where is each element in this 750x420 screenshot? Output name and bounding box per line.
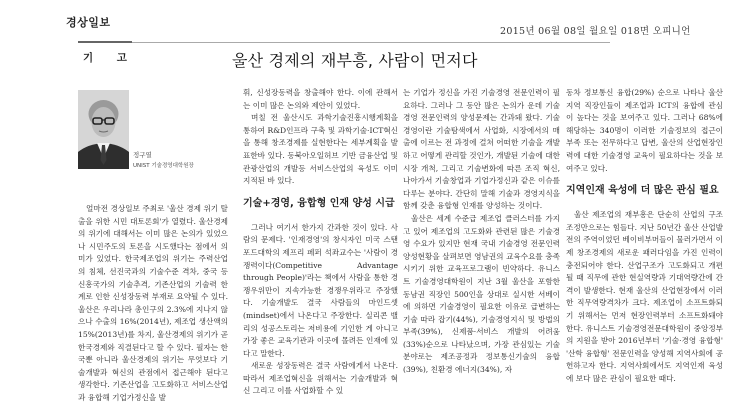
section-label: 기 고 (83, 52, 127, 64)
article-paragraph: 동차 정보통신 융합(29%) 순으로 나타나 울산지역 직장인들이 제조업과 ICT의 융합에 관심이 높다는 것을 보여주고 있다. 그러나 68%에 해당하는 340명이 이러한 기술정보의 접근이 부족 또는 전무하다고 답변, 울산의 산업현장인력에 대한 기술경영 교육이 필요하다는 것을 보여주고 있다. (566, 88, 723, 173)
author-byline (133, 150, 194, 169)
article-paragraph: 울산 제조업의 재부흥은 단순히 산업의 구조조정만으로는 힘들다. 지난 50년간 울산 산업발전의 주역이었던 베이비부머들이 물러가면서 이제 창조경제의 새로운 패러다임을 가진 인력이 충전되어야 한다. 산업구조가 고도화되고 개편될 때 직무에 관한 현실역량과 기대역량간에 간격이 발생한다. 현재 울산의 산업현장에서 이러한 직무역량격차가 크다. 제조업이 소프트화되기 위해서는 먼저 현장인력부터 소프트화돼야 한다. 유니스트 기술경영전문대학원이 중앙정부의 지원을 받아 2016년부터 '기술·경영 융합형' '산학 융합형' 전문인력을 양성해 지역사회에 공헌하고자 한다. 지역사회에서도 지역인재 육성에 보다 많은 관심이 필요한 때다. (566, 210, 723, 383)
article-column-3 (403, 87, 560, 377)
article-subhead: 기술+경영, 융합형 인재 양성 시급 (243, 197, 395, 209)
article-paragraph: 는 기업가 정신을 가진 기술경영 전문인력이 필요하다. 그러나 그 동안 많은 논의가 운데 기술경영 전문인력의 양성문제는 간과돼 왔다. 기술경영이란 기술탐색에서 사업화, 시장에서의 매출에 이르는 전 과정에 걸쳐 어떠한 기술을 개발하고 어떻게 관리할 것인가, 개발된 기술에 대한 시장 개척, 그리고 기술변화에 따른 조직 혁신, 나아가서 기술창업과 기업가정신과 같은 이슈를 다루는 분야다. 간단히 말해 기술과 경영지식을 함께 갖춘 융합형 인재를 양성하는 것이다. (403, 88, 560, 211)
header-divider (78, 42, 610, 43)
issue-dateline: 2015년 06월 08일 월요일 018면 오피니언 (500, 26, 691, 37)
author-photo (78, 90, 129, 169)
section-rule-accent (78, 41, 132, 43)
article-paragraph: 얼마전 경상일보 주최로 '울산 경제 위기 탈출을 위한 시민 대토론회'가 열렸다. 울산경제의 위기에 대해서는 이미 많은 논의가 있었으나 시민주도의 토론을 시도했다는 점에서 의미가 있었다. 한국제조업의 위기는 주력산업의 침체, 선진국과의 기술수준 격차, 중국 등 신흥국가의 기술추격, 기존산업의 기술력 한계로 인한 신성장동력 부재로 요약될 수 있다. 울산은 우리나라 총인구의 2.3%에 지나지 않으나 수출의 16%(2014년), 제조업 생산액의 15%(2013년)를 차지, 울산경제의 위기가 곧 한국경제와 직결된다고 할 수 있다. 필자는 한국뿐 아니라 울산경제의 위기는 무엇보다 기술개발과 혁신의 관점에서 접근해야 된다고 생각한다. 기존산업을 고도화하고 서비스산업과 융합해 기업가정신을 발 (78, 204, 228, 402)
article-column-1 (78, 203, 228, 405)
newspaper-masthead: 경상일보 (66, 16, 111, 29)
article-subhead: 지역인재 육성에 더 많은 관심 필요 (566, 185, 719, 197)
article-headline: 울산 경제의 재부흥, 사람이 먼저다 (232, 51, 478, 70)
article-paragraph: 울산은 세계 수준급 제조업 클러스터를 가지고 있어 제조업의 고도화와 관련된 많은 기술경영 수요가 있지만 현재 국내 기술경영 전문인력 양성현황을 살펴보면 영남권의 교육수요를 충족시키기 위한 교육프로그램이 빈약하다. 유니스트 기술경영대학원이 지난 3월 울산을 포함한 동남권 직장인 500인을 상대로 실시한 서베이에 의하면 기술경영이 필요한 이유로 급변하는 기술 따라 잡기(44%), 기술경영지식 및 방법의 부족(39%), 신제품·서비스 개발의 어려움(33%)순으로 나타났으며, 가장 관심있는 기술분야로는 제조공정과 정보통신기술의 융합(39%), 친환경 에너지(34%), 자 (403, 213, 560, 375)
author-portrait-icon (78, 90, 129, 169)
article-paragraph: 휘, 신성장동력을 창출해야 한다. 이에 관해서는 이미 많은 논의와 제안이 있었다. (243, 88, 398, 110)
author-name: 정구열 (133, 151, 152, 159)
author-title: UNIST 기술경영대학원장 (133, 163, 194, 169)
article-column-2 (243, 87, 398, 398)
article-column-4 (566, 87, 723, 385)
article-paragraph: 새로운 성장동력은 결국 사람에게서 나온다. 따라서 제조업혁신을 위해서는 기술개발과 혁신 그리고 이를 사업화할 수 있 (243, 361, 398, 396)
article-paragraph: 그러나 여기서 한가지 간과한 것이 있다. 사람의 문제다. '인재경영'의 창시자인 미국 스탠포드대학의 제프리 페퍼 석좌교수는 '사람이 경쟁력이다(Competitive Advantage through People)'라는 책에서 사람을 통한 경쟁우위만이 지속가능한 경쟁우위라고 주장했다. 기술개발도 결국 사람들의 마인드셋(mindset)에서 나온다고 주장한다. 실리콘 밸리의 성공스토리는 저비용에 기인한 게 아니고 가장 좋은 교육기관과 이곳에 몰려든 인재에 있다고 말한다. (243, 222, 398, 358)
article-paragraph: 며칠 전 울산시도 과학기술진흥시행계획을 통하여 R&D인프라 구축 및 과학기술·ICT혁신을 통해 창조경제를 실현한다는 세부계획을 발표한바 있다. 동북아오일허브 기반 금융산업 및 관광산업의 개발등 서비스산업의 육성도 이미 지적된 바 있다. (243, 113, 398, 186)
